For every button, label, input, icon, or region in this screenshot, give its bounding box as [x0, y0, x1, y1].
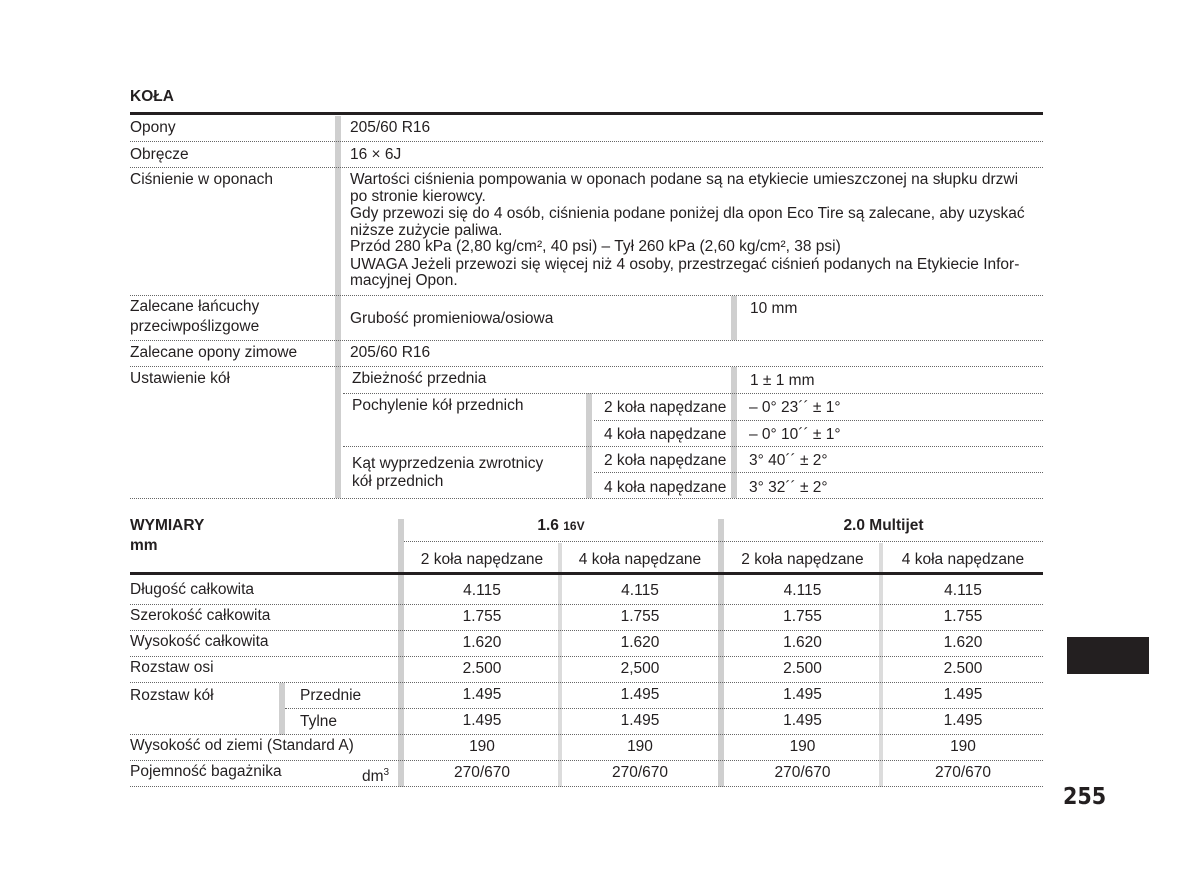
dims-cell: 1.495: [620, 686, 660, 703]
row-divider: [343, 393, 1043, 394]
engine-2-0-header: 2.0 Multijet: [843, 517, 924, 534]
dims-cell: 270/670: [774, 764, 831, 781]
pressure-line: po stronie kierowcy.: [350, 188, 486, 205]
pressure-line: macyjnej Opon.: [350, 272, 458, 289]
alignment-label: Ustawienie kół: [130, 370, 230, 387]
dims-unit: mm: [130, 537, 158, 554]
row-divider: [130, 786, 1043, 787]
dims-cell: 1.755: [620, 608, 660, 625]
row-divider: [130, 295, 1043, 296]
row-divider: [130, 604, 1043, 605]
winter-label: Zalecane opony zimowe: [130, 344, 298, 361]
row-divider: [130, 734, 1043, 735]
dims-cell: 1.495: [943, 712, 983, 729]
row-divider: [594, 472, 1043, 473]
pressure-line: niższe zużycie paliwa.: [350, 222, 503, 239]
dims-cell: 2,500: [620, 660, 660, 677]
dims-cell: 1.495: [783, 686, 822, 703]
alignment-value-bar: [731, 367, 737, 498]
row-divider: [594, 420, 1043, 421]
row-divider: [130, 656, 1043, 657]
dims-cell: 4.115: [944, 582, 982, 599]
dims-cell: 2.500: [462, 660, 502, 677]
dims-cell: 1.755: [943, 608, 983, 625]
dims-header-rule: [130, 572, 1043, 575]
track-rear-label: Tylne: [300, 713, 338, 730]
dims-cell: 190: [789, 738, 816, 755]
pressure-line: Przód 280 kPa (2,80 kg/cm², 40 psi) – Tył 260 kPa (2,60 kg/cm², 38 psi): [350, 238, 841, 255]
dims-cell: 270/670: [611, 764, 669, 781]
col-header-4wd: 4 koła napędzane: [578, 551, 702, 568]
row-divider: [130, 630, 1043, 631]
chains-value: 10 mm: [750, 300, 798, 317]
row-divider: [130, 340, 1043, 341]
dims-row-label: Rozstaw osi: [130, 659, 214, 676]
row-divider: [130, 682, 1043, 683]
rims-label: Obręcze: [130, 146, 189, 163]
trunk-unit: $dm^3$: [362, 767, 390, 786]
caster-label-1: Kąt wyprzedzenia zwrotnicy: [352, 455, 544, 472]
caster-4wd-value: 3° 32´´ ± 2°: [749, 479, 828, 496]
dims-cell: 190: [950, 738, 976, 755]
wheels-bottom-rule: [130, 498, 1043, 499]
dims-cell: 1.620: [620, 634, 660, 651]
wheels-col-bar: [335, 116, 341, 498]
page-number: 255: [1063, 784, 1107, 810]
engine-1-6-header: [404, 517, 718, 535]
dims-cell: 1.495: [462, 712, 502, 729]
tyres-label: Opony: [130, 119, 176, 136]
header-divider: [404, 541, 1043, 542]
toe-label: Zbieżność przednia: [352, 370, 487, 387]
camber-4wd-label: 4 koła napędzane: [604, 426, 727, 443]
pressure-line: Wartości ciśnienia pompowania w oponach podane są na etykiecie umieszczonej na słupku drzwi: [350, 171, 1019, 188]
dims-cell: 190: [627, 738, 653, 755]
dims-cell: 4.115: [463, 582, 501, 599]
dims-cell: 4.115: [783, 582, 822, 599]
pressure-line: UWAGA Jeżeli przewozi się więcej niż 4 osoby, przestrzegać ciśnień podanych na Etykiecie Infor-: [350, 256, 1020, 273]
dims-cell: 1.495: [943, 686, 983, 703]
dims-cell: 1.495: [620, 712, 660, 729]
dims-cell: 2.500: [943, 660, 983, 677]
dims-row-label: Długość całkowita: [130, 581, 255, 598]
chains-label-1: Zalecane łańcuchy: [130, 298, 260, 315]
dims-row-label: Wysokość od ziemi (Standard A): [130, 737, 354, 754]
dims-heading: WYMIARY: [130, 517, 205, 534]
pressure-line: Gdy przewozi się do 4 osób, ciśnienia podane poniżej dla opon Eco Tire są zalecane, aby uzyskać: [350, 205, 1025, 222]
dims-cell: 1.755: [462, 608, 502, 625]
row-divider: [130, 141, 1043, 142]
dims-row-label: Pojemność bagażnika: [130, 763, 282, 780]
chains-label-2: przeciwpoślizgowe: [130, 318, 260, 335]
caster-2wd-value: 3° 40´´ ± 2°: [749, 452, 828, 469]
pressure-label: Ciśnienie w oponach: [130, 171, 274, 188]
wheels-heading: KOŁA: [130, 88, 174, 105]
dims-cell: 1.755: [783, 608, 822, 625]
dims-cell: 4.115: [621, 582, 659, 599]
dims-cell: 1.620: [462, 634, 502, 651]
caster-label-2: kół przednich: [352, 473, 444, 490]
engine-1-6-small: 16V: [563, 519, 585, 533]
dims-track-bar: [279, 683, 285, 735]
dims-cell: 2.500: [783, 660, 822, 677]
camber-2wd-label: 2 koła napędzane: [604, 399, 727, 416]
winter-value: 205/60 R16: [350, 344, 431, 361]
row-divider: [130, 167, 1043, 168]
row-divider: [130, 760, 1043, 761]
col-header-4wd: 4 koła napędzane: [901, 551, 1025, 568]
track-label: Rozstaw kół: [130, 687, 214, 704]
track-front-label: Przednie: [300, 687, 362, 704]
row-divider: [343, 446, 1043, 447]
camber-label: Pochylenie kół przednich: [352, 397, 524, 414]
dims-row-label: Szerokość całkowita: [130, 607, 271, 624]
camber-2wd-value: – 0° 23´´ ± 1°: [749, 399, 841, 416]
dims-cell: 1.620: [783, 634, 822, 651]
rims-value: 16 × 6J: [350, 146, 402, 163]
tyres-value: 205/60 R16: [350, 119, 431, 136]
engine-1-6-main: 1.6: [537, 517, 559, 534]
caster-4wd-label: 4 koła napędzane: [604, 479, 727, 496]
row-divider: [285, 708, 1043, 709]
dims-cell: 270/670: [934, 764, 992, 781]
chapter-tab: [1067, 637, 1149, 674]
toe-value: 1 ± 1 mm: [750, 372, 815, 389]
camber-4wd-value: – 0° 10´´ ± 1°: [749, 426, 841, 443]
dims-cell: 270/670: [453, 764, 511, 781]
col-header-2wd: 2 koła napędzane: [741, 551, 864, 568]
row-divider: [130, 366, 1043, 367]
wheels-top-rule: [130, 112, 1043, 115]
dims-row-label: Wysokość całkowita: [130, 633, 269, 650]
caster-2wd-label: 2 koła napędzane: [604, 452, 727, 469]
col-header-2wd: 2 koła napędzane: [420, 551, 544, 568]
dims-cell: 190: [469, 738, 495, 755]
dims-cell: 1.620: [943, 634, 983, 651]
dims-cell: 1.495: [783, 712, 822, 729]
chains-desc: Grubość promieniowa/osiowa: [350, 310, 554, 327]
chains-value-bar: [731, 296, 737, 340]
dims-cell: 1.495: [462, 686, 502, 703]
